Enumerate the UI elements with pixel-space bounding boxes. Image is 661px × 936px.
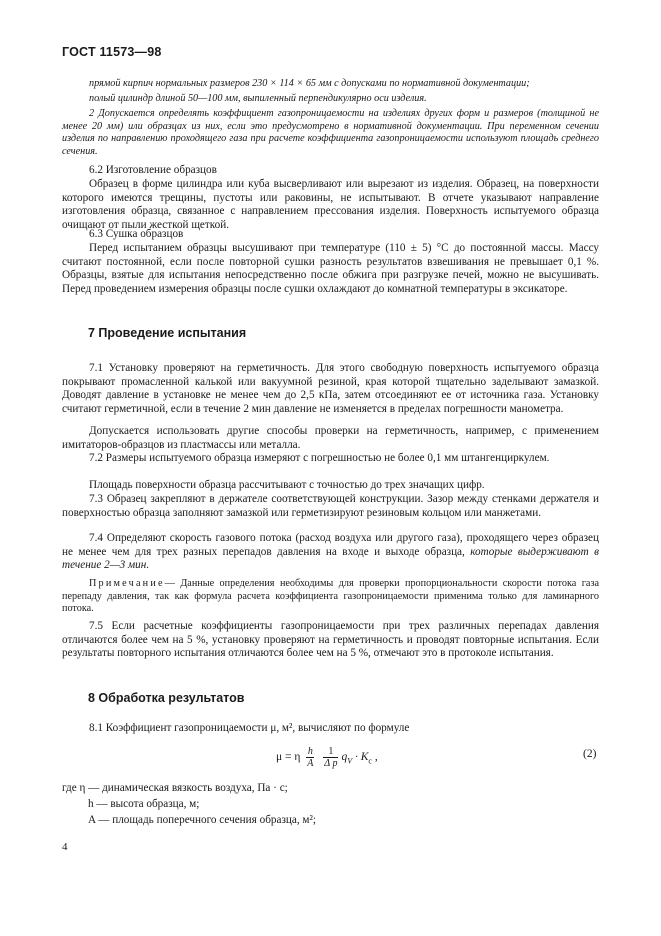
formula-end: , <box>371 751 378 764</box>
note-label: Примечание <box>89 578 165 589</box>
subsection-6-2-title: 6.2 Изготовление образцов <box>89 164 217 176</box>
subsection-6-2-text: Образец в форме цилиндра или куба высверливают или вырезают из изделия. Образец, на поверхности которого имеются трещины, пустоты или раковины, не испытывают. В отчете указывают направление изготовления образца, связанное с направлением прессования изделия. Поверхность испытуемого образца очищают от пыли жесткой щеткой. <box>62 178 599 231</box>
formula-q-subscript: V <box>347 756 353 766</box>
intro-line-2: полый цилиндр длиной 50—100 мм, выпиленный перпендикулярно оси изделия. <box>89 93 427 104</box>
paragraph-7-4 <box>62 532 599 573</box>
paragraph-8-1: 8.1 Коэффициент газопроницаемости μ, м², вычисляют по формуле <box>89 722 410 734</box>
paragraph-7-4-italic: которые выдерживают в течение 2—3 мин. <box>62 545 599 572</box>
note-text: — Данные определения необходимы для проверки пропорциональности скорости потока газа перепаду давления, так как формула расчета коэффициента газопроницаемости применима только для ламинарного потока. <box>62 578 599 615</box>
definition-a: A — площадь поперечного сечения образца, м²; <box>88 814 316 826</box>
intro-line-1: прямой кирпич нормальных размеров 230 × 114 × 65 мм с допусками по нормативной документации; <box>89 78 530 89</box>
formula-lhs: μ = η <box>276 751 301 764</box>
paragraph-7-1b: Допускается использовать другие способы проверки на герметичность, например, с применением имитаторов-образцов из пластмассы или металла. <box>62 425 599 451</box>
formula-2 <box>276 746 378 769</box>
standard-code: ГОСТ 11573—98 <box>62 45 162 59</box>
formula-number: (2) <box>583 748 597 760</box>
definition-h: h — высота образца, м; <box>88 798 200 810</box>
note-block <box>62 578 599 616</box>
fraction-denominator: A <box>307 758 314 769</box>
subsection-6-3-title: 6.3 Сушка образцов <box>89 228 184 240</box>
fraction-numerator: h <box>307 746 313 757</box>
paragraph-7-3: 7.3 Образец закрепляют в держателе соответствующей конструкции. Зазор между стенками держателя и поверхностью образца заполняют замазкой или герметизируют резиновым кольцом или манжетами. <box>62 493 599 519</box>
fraction-denominator: Δ p <box>324 758 338 769</box>
formula-k: · K <box>352 751 369 764</box>
section-7-heading: 7 Проведение испытания <box>88 326 247 340</box>
formula-k-subscript: c <box>368 756 372 766</box>
fraction-numerator: 1 <box>323 746 338 758</box>
note-2: 2 Допускается определять коэффициент газопроницаемости на изделиях других форм и размеров (толщиной не менее 20 мм) или образцах из них, если это предусмотрено в нормативной документации. При переменном сечении изделия по направлению проходящего газа при расчете коэффициента газопроницаемости используют площадь среднего сечения. <box>62 108 599 158</box>
paragraph-7-2b: Площадь поверхности образца рассчитывают с точностью до трех значащих цифр. <box>89 479 485 491</box>
paragraph-7-5: 7.5 Если расчетные коэффициенты газопроницаемости при трех различных перепадах давления отличаются более чем на 5 %, установку проверяют на герметичность и проводят повторные испытания. Если результаты повторного испытания отличаются более чем на 5 %, отмечают это в протоколе испытания. <box>62 620 599 660</box>
section-8-heading: 8 Обработка результатов <box>88 691 245 705</box>
paragraph-7-1: 7.1 Установку проверяют на герметичность. Для этого свободную поверхность испытуемого образца покрывают промасленной калькой или вакуумной резиной, края которой тщательно заделывают замазкой. Доводят давление в установке не менее чем до 2,5 кПа, затем отсоединяют ее от источника газа. Установку считают герметичной, если в течение 2 мин давление не изменяется в пределах погрешности манометра. <box>62 362 599 415</box>
paragraph-7-2: 7.2 Размеры испытуемого образца измеряют с погрешностью не более 0,1 мм штангенциркулем. <box>89 452 550 464</box>
paragraph-7-4-main: 7.4 Определяют скорость газового потока (расход воздуха или другого газа), проходящего через образец не менее чем для трех разных перепадов давления на входе и выходе образца, <box>62 532 599 558</box>
subsection-6-3-text: Перед испытанием образцы высушивают при температуре (110 ± 5) °С до постоянной массы. Массу считают постоянной, если после повторной сушки разность результатов взвешивания не превышает 0,1 %. Образцы, взятые для испытания непосредственно после обжига при разгрузке печей, можно не высушивать. Перед проведением измерения образцы после сушки охлаждают до комнатной температуры в эксикаторе. <box>62 242 599 295</box>
formula-q: q <box>341 751 348 764</box>
formula-fraction-h-a <box>306 746 314 769</box>
page-number: 4 <box>62 841 68 853</box>
formula-fraction-delta-p <box>323 746 338 769</box>
definition-eta: где η — динамическая вязкость воздуха, Па · с; <box>62 782 288 794</box>
